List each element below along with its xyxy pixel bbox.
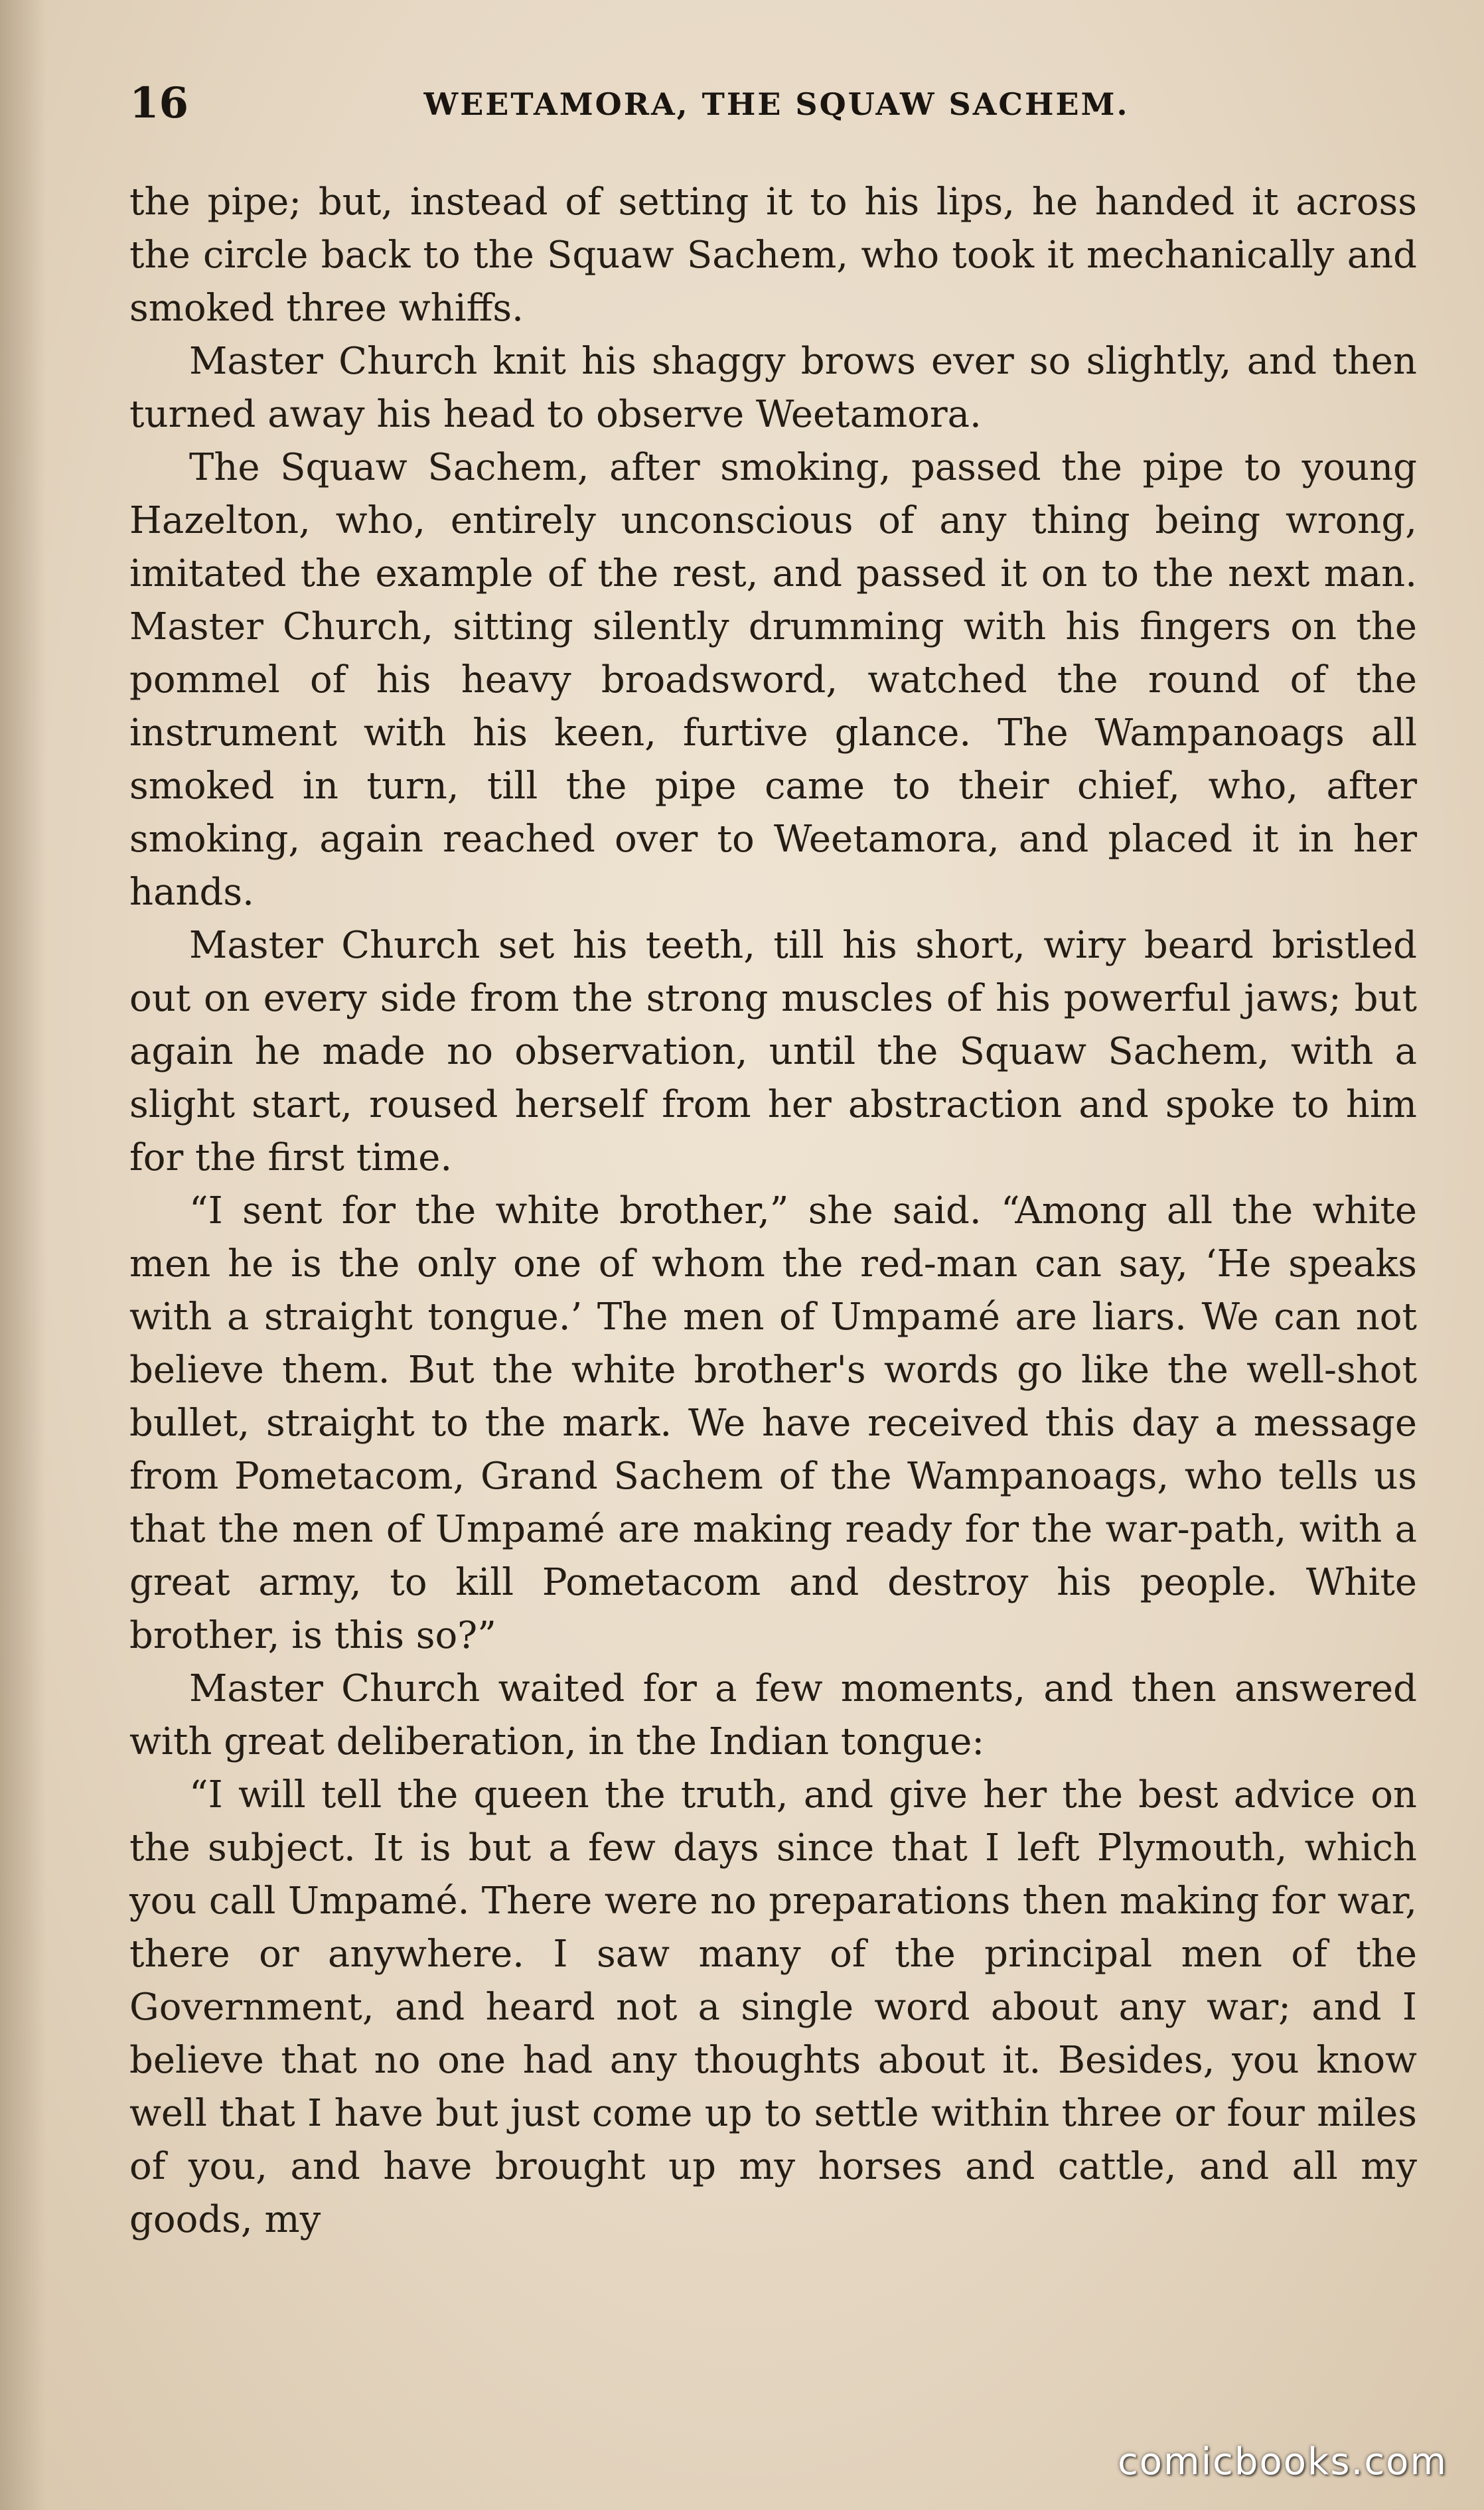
paragraph: Master Church knit his shaggy brows ever so slightly, and then turned away his head to observe Weetamora. bbox=[129, 340, 1417, 436]
page-gutter-shadow bbox=[0, 0, 46, 2510]
paragraph: The Squaw Sachem, after smoking, passed the pipe to young Hazelton, who, entirely unconscious of any thing being wrong, imitated the example of the rest, and passed it on to the next man. Master Church, sitting silently drumming with his fingers on the pommel of his heavy broadsword, watched the round of the instrument with his keen, furtive glance. The Wampanoags all smoked in turn, till the pipe came to their chief, who, after smoking, again reached over to Weetamora, and placed it in her hands. bbox=[129, 446, 1417, 914]
running-title: WEETAMORA, THE SQUAW SACHEM. bbox=[423, 86, 1130, 122]
paragraph: Master Church set his teeth, till his short, wiry beard bristled out on every side from the strong muscles of his powerful jaws; but again he made no observation, until the Squaw Sachem, with a slight start, roused herself from her abstraction and spoke to him for the first time. bbox=[129, 924, 1417, 1179]
page-header bbox=[129, 78, 1424, 131]
site-watermark: comicbooks.com bbox=[1117, 2440, 1447, 2483]
paragraph: “I will tell the queen the truth, and give her the best advice on the subject. It is but a few days since that I left Plymouth, which you call Umpamé. There were no preparations then making for war, there or anywhere. I saw many of the principal men of the Government, and heard not a single word about any war; and I believe that no one had any thoughts about it. Besides, you know well that I have but just come up to settle within three or four miles of you, and have brought up my horses and cattle, and all my goods, my bbox=[129, 1773, 1417, 2241]
body-text bbox=[129, 176, 1417, 2247]
paragraph: Master Church waited for a few moments, and then answered with great deliberation, in the Indian tongue: bbox=[129, 1667, 1417, 1763]
paragraph: the pipe; but, instead of setting it to his lips, he handed it across the circle back to the Squaw Sachem, who took it mechanically and smoked three whiffs. bbox=[129, 181, 1417, 330]
paragraph: “I sent for the white brother,” she said. “Among all the white men he is the only one of whom the red-man can say, ‘He speaks with a straight tongue.’ The men of Umpamé are liars. We can not believe them. But the white brother's words go like the well-shot bullet, straight to the mark. We have received this day a message from Pometacom, Grand Sachem of the Wampanoags, who tells us that the men of Umpamé are making ready for the war-path, with a great army, to kill Pometacom and destroy his people. White brother, is this so?” bbox=[129, 1189, 1417, 1657]
page-number: 16 bbox=[129, 78, 189, 128]
